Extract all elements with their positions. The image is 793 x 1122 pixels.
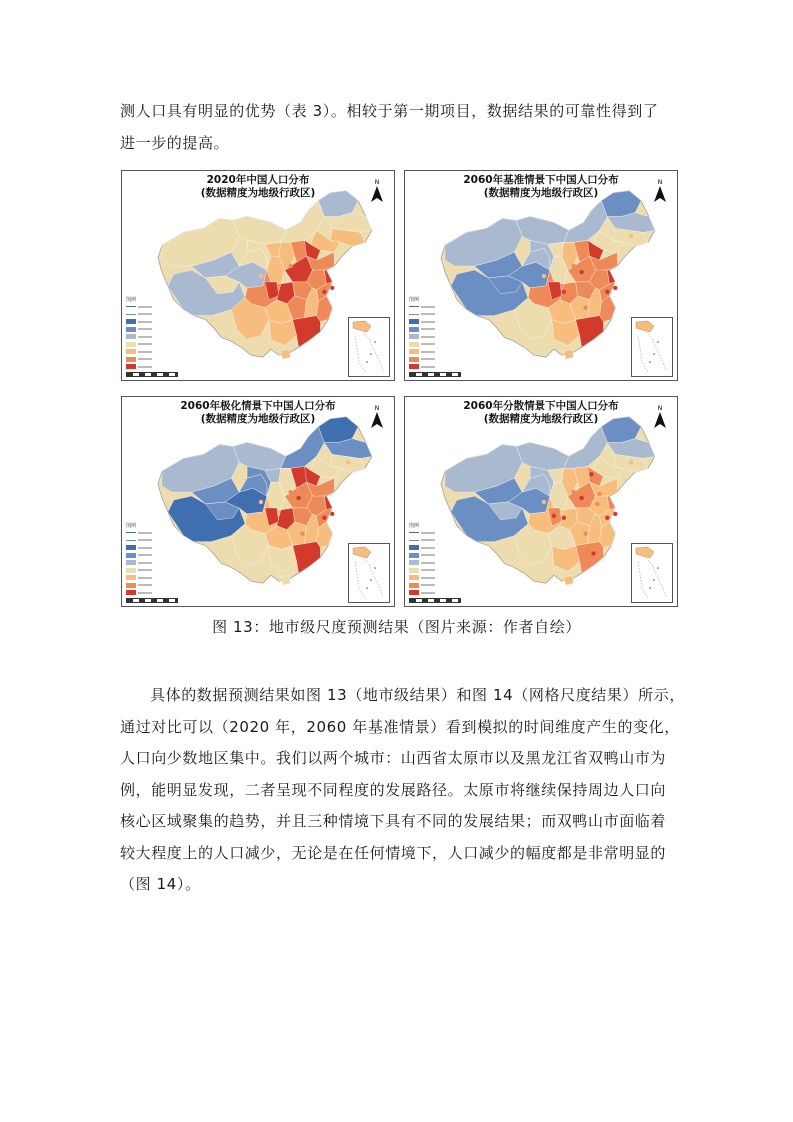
city-region [259, 274, 263, 278]
legend-swatch-row [126, 559, 162, 567]
legend-swatch-row [409, 341, 445, 349]
legend-swatch-row [409, 552, 445, 560]
city-region [322, 290, 326, 294]
legend-swatch-row [409, 582, 445, 590]
map-panel-2060-polarized [121, 396, 395, 607]
city-region [572, 490, 576, 494]
city-region [583, 306, 587, 310]
legend-line-row [409, 537, 445, 545]
text-line: （图 14）。 [120, 875, 201, 893]
text-line: 人口向少数地区集中。我们以两个城市：山西省太原市以及黑龙江省双鸭山市为 [120, 749, 667, 767]
city-region [269, 288, 273, 292]
city-region [308, 325, 312, 329]
city-region [595, 502, 599, 506]
city-region [306, 246, 310, 250]
city-region [296, 270, 300, 274]
map-panel-2060-dispersed [404, 396, 678, 607]
city-region [269, 514, 273, 518]
city-region [613, 286, 617, 290]
svg-text:N: N [374, 179, 380, 186]
city-region [279, 516, 283, 520]
map-title: 2020年中国人口分布 (数据精度为地级行政区) [200, 174, 316, 199]
legend-title: 图例 [126, 297, 137, 303]
city-region [330, 512, 334, 516]
city-region [605, 290, 609, 294]
map-region [281, 349, 291, 359]
legend-line-row [126, 529, 162, 537]
scale-bar [126, 372, 178, 377]
legend-swatch-row [126, 582, 162, 590]
scale-bar [409, 598, 461, 603]
legend-swatch-row [409, 589, 445, 597]
legend-swatch-row [126, 567, 162, 575]
legend-swatch-row [409, 559, 445, 567]
svg-text:N: N [374, 405, 380, 412]
city-region [289, 490, 293, 494]
paragraph-top [120, 96, 680, 159]
south-china-sea-inset [631, 543, 673, 603]
text-line: 测人口具有明显的优势（表 3）。相较于第一期项目，数据结果的可靠性得到了 [120, 102, 659, 120]
city-region [613, 512, 617, 516]
city-region [259, 500, 263, 504]
legend-title: 图例 [409, 297, 420, 303]
text-line: 通过对比可以（2020 年，2060 年基准情景）看到模拟的时间维度产生的变化， [120, 717, 680, 736]
south-china-sea-inset [348, 543, 390, 603]
svg-text:N: N [657, 179, 663, 186]
legend-swatch-row [409, 567, 445, 575]
legend-line-row [126, 303, 162, 311]
scale-bar [409, 372, 461, 377]
city-region [308, 551, 312, 555]
legend-line-row [126, 537, 162, 545]
svg-text:N: N [657, 405, 663, 412]
city-region [583, 532, 587, 536]
text-line: 核心区域聚集的趋势，并且三种情境下具有不同的发展结果；而双鸭山市面临着 [120, 812, 667, 830]
legend-swatch-row [126, 574, 162, 582]
text-line: 具体的数据预测结果如图 13（地市级结果）和图 14（网格尺度结果）所示， [150, 686, 685, 704]
city-region [346, 234, 350, 238]
city-region [300, 306, 304, 310]
map-panel-2060-baseline [404, 170, 678, 381]
map-legend [409, 523, 445, 597]
south-china-sea-inset [348, 317, 390, 377]
city-region [346, 460, 350, 464]
city-region [591, 551, 595, 555]
city-region [330, 286, 334, 290]
legend-swatch-row [126, 326, 162, 334]
city-region [314, 266, 318, 270]
legend-line-row [409, 303, 445, 311]
map-region [281, 575, 291, 585]
city-region [296, 496, 300, 500]
paragraph-bottom [120, 680, 685, 901]
city-region [300, 532, 304, 536]
map-region [564, 575, 574, 585]
city-region [589, 472, 593, 476]
city-region [312, 276, 316, 280]
city-region [579, 496, 583, 500]
map-title: 2060年分散情景下中国人口分布 (数据精度为地级行政区) [463, 400, 619, 425]
figure-caption: 图 13：地市级尺度预测结果（图片来源：作者自绘） [212, 618, 581, 636]
legend-swatch-row [409, 348, 445, 356]
map-region [564, 349, 574, 359]
north-arrow-icon [370, 177, 384, 203]
north-arrow-icon [653, 177, 667, 203]
legend-swatch-row [126, 348, 162, 356]
text-line: 较大程度上的人口减少，无论是在任何情境下，人口减少的幅度都是非常明显的 [120, 843, 667, 862]
city-region [289, 264, 293, 268]
map-legend [126, 523, 162, 597]
legend-swatch-row [126, 363, 162, 371]
scale-bar [126, 598, 178, 603]
city-region [552, 514, 556, 518]
legend-line-row [409, 529, 445, 537]
city-region [306, 472, 310, 476]
city-region [552, 288, 556, 292]
legend-swatch-row [409, 544, 445, 552]
city-region [562, 290, 566, 294]
legend-swatch-row [409, 356, 445, 364]
map-legend [126, 297, 162, 371]
city-region [542, 274, 546, 278]
legend-swatch-row [126, 318, 162, 326]
legend-line-row [126, 311, 162, 319]
legend-swatch-row [409, 326, 445, 334]
city-region [605, 516, 609, 520]
south-china-sea-inset [631, 317, 673, 377]
city-region [629, 234, 633, 238]
legend-swatch-row [409, 318, 445, 326]
legend-line-row [409, 311, 445, 319]
legend-swatch-row [409, 363, 445, 371]
legend-swatch-row [126, 341, 162, 349]
map-title: 2060年极化情景下中国人口分布 (数据精度为地级行政区) [180, 400, 336, 425]
city-region [572, 264, 576, 268]
text-line: 例，能明显发现，二者呈现不同程度的发展路径。太原市将继续保持周边人口向 [120, 780, 667, 799]
legend-swatch-row [126, 544, 162, 552]
map-legend [409, 297, 445, 371]
legend-title: 图例 [409, 523, 420, 529]
city-region [591, 325, 595, 329]
legend-swatch-row [409, 333, 445, 341]
city-region [579, 270, 583, 274]
city-region [542, 500, 546, 504]
map-panel-2020 [121, 170, 395, 381]
city-region [595, 276, 599, 280]
legend-title: 图例 [126, 523, 137, 529]
city-region [314, 492, 318, 496]
legend-swatch-row [126, 552, 162, 560]
city-region [562, 516, 566, 520]
city-region [312, 502, 316, 506]
legend-swatch-row [126, 356, 162, 364]
city-region [629, 460, 633, 464]
city-region [589, 246, 593, 250]
north-arrow-icon [653, 403, 667, 429]
north-arrow-icon [370, 403, 384, 429]
map-title: 2060年基准情景下中国人口分布 (数据精度为地级行政区) [463, 174, 619, 199]
city-region [279, 290, 283, 294]
city-region [597, 266, 601, 270]
legend-swatch-row [126, 333, 162, 341]
city-region [597, 492, 601, 496]
legend-swatch-row [126, 589, 162, 597]
legend-swatch-row [409, 574, 445, 582]
text-line: 进一步的提高。 [120, 133, 230, 152]
city-region [322, 516, 326, 520]
